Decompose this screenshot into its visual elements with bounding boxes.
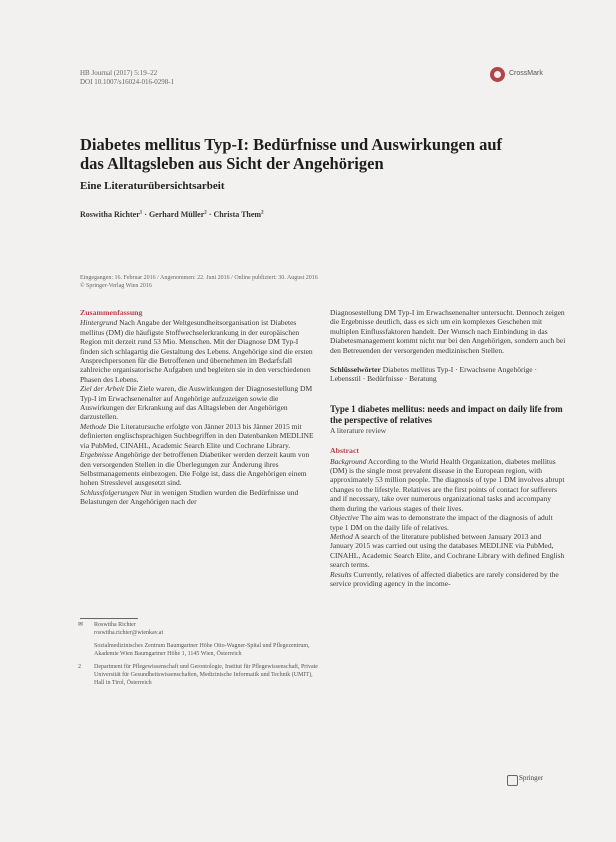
abstract-paragraph bbox=[80, 384, 315, 422]
keywords-label: Schlüsselwörter bbox=[330, 365, 381, 375]
footnotes bbox=[80, 622, 320, 693]
abstract-paragraph bbox=[80, 318, 315, 384]
crossmark-label: CrossMark bbox=[509, 70, 543, 77]
author-name[interactable]: Christa Them bbox=[213, 210, 262, 219]
abstract-paragraph bbox=[80, 450, 315, 488]
affiliation-text: Department für Pflegewissenschaft und Gerontologie, Institut für Pflegewissenschaft, Private Universität für Gesundheitswissenschaften, Medizinische Informatik und Technik (UMIT), Hall in Tirol, Österreich bbox=[94, 664, 318, 686]
paragraph-text: Nur in wenigen Studien wurden die Bedürfnisse und Belastungen der Angehörigen nach der bbox=[80, 487, 299, 507]
copyright-line: © Springer-Verlag Wien 2016 bbox=[80, 282, 152, 289]
section-heading: Zusammenfassung bbox=[80, 308, 143, 317]
author-affiliation: 2 bbox=[204, 210, 207, 216]
crossmark-badge[interactable] bbox=[490, 66, 556, 84]
footnote-item bbox=[80, 622, 320, 637]
article-subtitle: Eine Literaturübersichtsarbeit bbox=[80, 180, 225, 192]
paragraph-text: Angehörige der betroffenen Diabetiker werden derzeit kaum von den versorgenden Stellen in die Überlegungen zur Änderung ihres Selbstmanagements einbezogen. Die Folge ist, dass die Angehörigen einem hohen Stresslevel ausgesetzt sind. bbox=[80, 450, 310, 488]
author-name[interactable]: Gerhard Müller bbox=[148, 210, 205, 219]
footnote-number: 2 bbox=[78, 664, 81, 671]
springer-horse-icon bbox=[507, 775, 518, 786]
paragraph-label: Objective bbox=[330, 513, 359, 523]
paragraph-label: Methode bbox=[80, 421, 107, 431]
publisher-name: Springer bbox=[519, 774, 544, 782]
author-list bbox=[80, 210, 264, 219]
right-column bbox=[330, 308, 566, 588]
journal-header bbox=[80, 69, 174, 87]
crossmark-icon bbox=[490, 67, 505, 82]
abstract-paragraph bbox=[80, 422, 315, 450]
affiliation-text: Sozialmedizinisches Zentrum Baumgartner Höhe Otto-Wagner-Spital und Pflegezentrum, Akademie Wien Baumgartner Höhe 1, 1145 Wien, Österreich bbox=[94, 643, 310, 657]
english-subtitle: A literature review bbox=[330, 425, 387, 435]
paragraph-label: Results bbox=[330, 569, 352, 579]
paragraph-text: Die Literatursuche erfolgte von Jänner 2013 bis Jänner 2015 mit definierten englischsprachigen Suchbegriffen in den Datenbanken MEDLINE via PubMed, CINAHL, Academic Search Elite und Cochrane Library. bbox=[80, 421, 314, 450]
paragraph-text: The aim was to demonstrate the impact of the diagnosis of adult type 1 DM on the daily life of relatives. bbox=[330, 513, 553, 532]
paragraph-text: According to the World Health Organization, diabetes mellitus (DM) is the single most prevalent disease in the European region, with approximately 53 million people. The diagnosis of type 1 DM involves abrupt changes to the lifestyle. Relatives are the first points of contact for sufferers and if necessary, take over numerous organizational tasks and accompany them during the various stages of their lives. bbox=[330, 456, 565, 513]
article-title: Diabetes mellitus Typ-I: Bedürfnisse und Auswirkungen auf das Alltagsleben aus Sicht der Angehörigen bbox=[80, 135, 503, 173]
keywords-block bbox=[330, 365, 566, 384]
journal-citation: HB Journal (2017) 5:19–22 bbox=[80, 69, 158, 77]
mail-icon: ✉ bbox=[78, 622, 84, 628]
german-abstract bbox=[80, 308, 315, 507]
paragraph-text: A search of the literature published between January 2013 and January 2015 was carried out using the databases MEDLINE via PubMed, CINAHL, Academic Search Elite, and Cochrane Library with defined English search terms. bbox=[330, 531, 565, 570]
abstract-paragraph bbox=[330, 457, 566, 513]
paragraph-label: Ziel der Arbeit bbox=[80, 384, 125, 394]
paragraph-text: Currently, relatives of affected diabetics are rarely considered by the service providing agency in the income- bbox=[330, 569, 559, 588]
keywords-text: Diabetes mellitus Typ-I · Erwachsene Angehörige · Lebensstil · Bedürfnisse · Beratung bbox=[330, 365, 537, 384]
paragraph-label: Schlussfolgerungen bbox=[80, 487, 139, 497]
paragraph-label: Method bbox=[330, 531, 353, 541]
footnote-rule bbox=[80, 618, 138, 619]
continuation-text: Diagnosestellung DM Typ-I im Erwachsenenalter untersucht. Dennoch zeigen die Ergebnisse deutlich, dass es sich um ein komplexes Geschehen mit multiplen Einflussfaktoren handelt. Der Wunsch nach Einbindung in das Diabetesmanagement kommt nicht nur bei den Angehörigen, sondern auch bei den Betreuenden der versorgenden medizinischen Stellen. bbox=[330, 308, 566, 355]
author-affiliation: 1 bbox=[139, 210, 143, 216]
section-heading: Abstract bbox=[330, 446, 360, 456]
publication-dates bbox=[80, 275, 400, 290]
paragraph-text: Nach Angabe der Weltgesundheitsorganisation ist Diabetes mellitus (DM) die häufigste Stoffwechselerkrankung in der europäischen Region mit derzeit rund 53 Mio. Menschen. Mit der Diagnose DM Typ-I finden sich schlagartig die Gestaltung des Lebens. Angehörige sind die ersten Ansprechpersonen für die Betroffenen und übernehmen im Bedarfsfall zahlreiche organisatorische Aufgaben und begleiten sie in den verschiedenen Phasen des Lebens. bbox=[80, 318, 313, 384]
english-title: Type 1 diabetes mellitus: needs and impact on daily life from the perspective of relatives bbox=[330, 403, 563, 425]
corresponding-author: Roswitha Richter bbox=[94, 622, 136, 628]
abstract-paragraph bbox=[80, 488, 315, 507]
paragraph-label: Ergebnisse bbox=[80, 450, 114, 460]
footnote-item bbox=[80, 664, 320, 687]
author-separator: · bbox=[144, 210, 149, 219]
history-line: Eingegangen: 16. Februar 2016 / Angenommen: 22. Juni 2016 / Online publiziert: 30. August 2016 bbox=[80, 275, 318, 281]
abstract-paragraph bbox=[330, 570, 566, 589]
author-email[interactable]: roswitha.richter@wienkav.at bbox=[94, 629, 164, 636]
author-name[interactable]: Roswitha Richter bbox=[80, 210, 140, 219]
abstract-paragraph bbox=[330, 513, 566, 532]
paragraph-label: Background bbox=[330, 456, 367, 466]
abstract-paragraph bbox=[330, 532, 566, 570]
footnote-item bbox=[80, 643, 320, 658]
author-affiliation: 2 bbox=[261, 210, 264, 216]
author-separator: · bbox=[208, 210, 214, 219]
paragraph-text: Die Ziele waren, die Auswirkungen der Diagnosestellung DM Typ-I im Erwachsenenalter auf Angehörige aufzuzeigen sowie die Auswirkungen der Erkrankung auf das Alltagsleben der Angehörigen darzustellen. bbox=[80, 384, 313, 422]
doi[interactable]: DOI 10.1007/s16024-016-0298-1 bbox=[80, 78, 175, 86]
paragraph-label: Hintergrund bbox=[80, 318, 118, 328]
